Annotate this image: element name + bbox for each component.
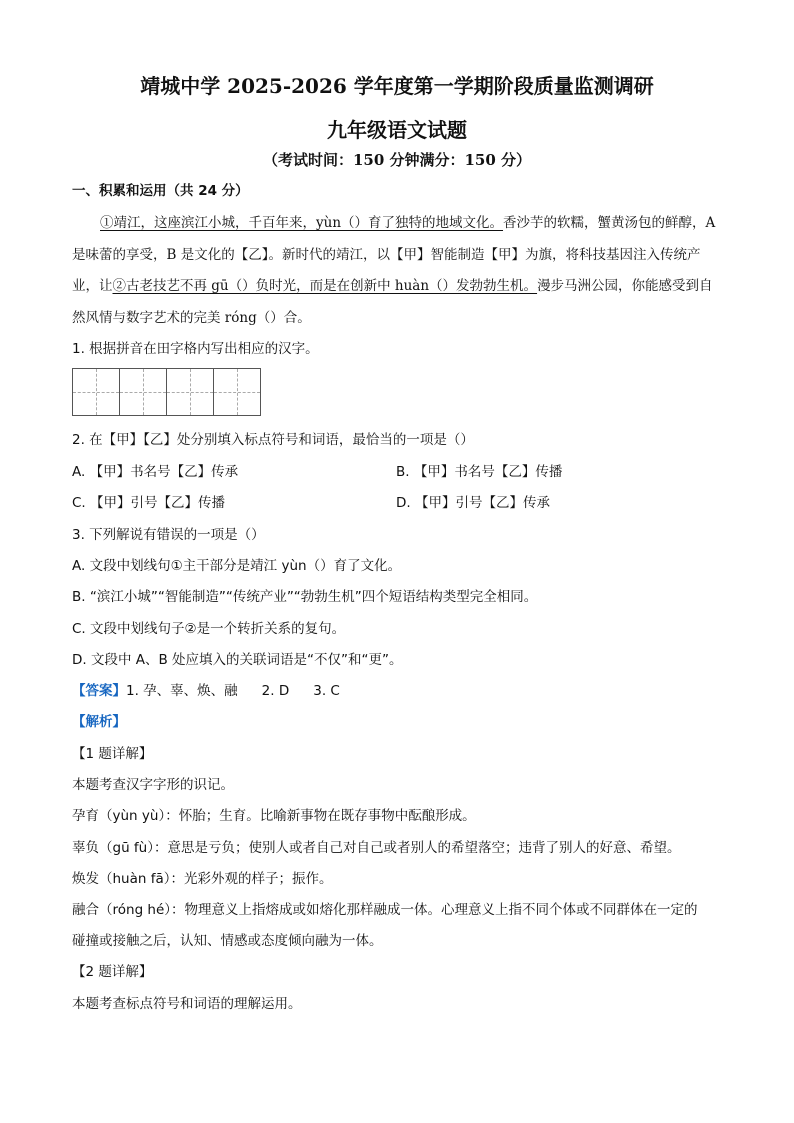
q3-option-a: A. 文段中划线句①主干部分是靖江 yùn（）育了文化。	[72, 558, 402, 574]
answer-line	[72, 681, 732, 701]
passage-line-2: 是味蕾的享受，B 是文化的【乙】。新时代的靖江，以【甲】智能制造【甲】为旗，将科技基因注入传统产	[72, 247, 701, 263]
underlined-sentence-1: ①靖江，这座滨江小城，千百年来，yùn（）育了独特的地域文化。	[100, 215, 504, 231]
q2-detail-intro: 本题考查标点符号和词语的理解运用。	[72, 996, 302, 1012]
passage-line-3	[72, 276, 732, 296]
tianzige-grid[interactable]	[72, 368, 260, 416]
passage-line-1	[100, 213, 760, 233]
q2-detail-heading: 【2 题详解】	[72, 964, 153, 980]
tianzige-cell[interactable]	[213, 368, 261, 416]
q2-option-b: B. 【甲】书名号【乙】传播	[396, 464, 563, 480]
answer-label: 【答案】	[72, 683, 126, 699]
exam-info: （考试时间：150 分钟满分：150 分）	[262, 151, 532, 169]
q1-detail-heading: 【1 题详解】	[72, 746, 153, 762]
tianzige-cell[interactable]	[119, 368, 167, 416]
q2-option-c: C. 【甲】引号【乙】传播	[72, 495, 226, 511]
q1-detail-intro: 本题考查汉字字形的识记。	[72, 777, 234, 793]
question-3-stem: 3. 下列解说有错误的一项是（）	[72, 527, 265, 543]
analysis-label: 【解析】	[72, 714, 126, 730]
q2-option-d: D. 【甲】引号【乙】传承	[396, 495, 550, 511]
tianzige-cell[interactable]	[72, 368, 120, 416]
word-explanation-2: 辜负（gū fù）：意思是亏负；使别人或者自己对自己或者别人的希望落空；违背了别人的好意、希望。	[72, 840, 681, 856]
passage-text: 业，让	[72, 278, 113, 294]
passage-text: 漫步马洲公园，你能感受到自	[537, 278, 713, 294]
section-heading: 一、积累和运用（共 24 分）	[72, 183, 249, 199]
passage-text: 香沙芋的软糯，蟹黄汤包的鲜醇，A	[503, 215, 716, 231]
question-2-stem: 2. 在【甲】【乙】处分别填入标点符号和词语，最恰当的一项是（）	[72, 432, 474, 448]
q2-option-a: A. 【甲】书名号【乙】传承	[72, 464, 239, 480]
word-explanation-3: 焕发（huàn fā）：光彩外观的样子；振作。	[72, 871, 333, 887]
underlined-sentence-2: ②古老技艺不再 gū（）负时光，而是在创新中 huàn（）发勃勃生机。	[112, 278, 538, 294]
analysis-line	[72, 712, 732, 732]
question-1-stem: 1. 根据拼音在田字格内写出相应的汉字。	[72, 341, 319, 357]
word-explanation-1: 孕育（yùn yù）：怀胎；生育。比喻新事物在既存事物中酝酿形成。	[72, 808, 476, 824]
word-explanation-4: 融合（róng hé）：物理意义上指熔成或如熔化那样融成一体。心理意义上指不同个体或不同群体在一定的	[72, 902, 698, 918]
word-explanation-4-cont: 碰撞或接触之后，认知、情感或态度倾向融为一体。	[72, 933, 383, 949]
answer-3: 3. C	[313, 683, 340, 699]
q3-option-c: C. 文段中划线句子②是一个转折关系的复句。	[72, 621, 346, 637]
page-subtitle: 九年级语文试题	[327, 118, 467, 142]
answer-1: 1. 孕、辜、焕、融	[126, 683, 238, 699]
q3-option-d: D. 文段中 A、B 处应填入的关联词语是“不仅”和“更”。	[72, 652, 403, 668]
page-title: 靖城中学 2025-2026 学年度第一学期阶段质量监测调研	[140, 74, 654, 98]
passage-line-4: 然风情与数字艺术的完美 róng（）合。	[72, 310, 311, 326]
tianzige-cell[interactable]	[166, 368, 214, 416]
q3-option-b: B. “滨江小城”“智能制造”“传统产业”“勃勃生机”四个短语结构类型完全相同。	[72, 589, 538, 605]
answer-2: 2. D	[261, 683, 290, 699]
